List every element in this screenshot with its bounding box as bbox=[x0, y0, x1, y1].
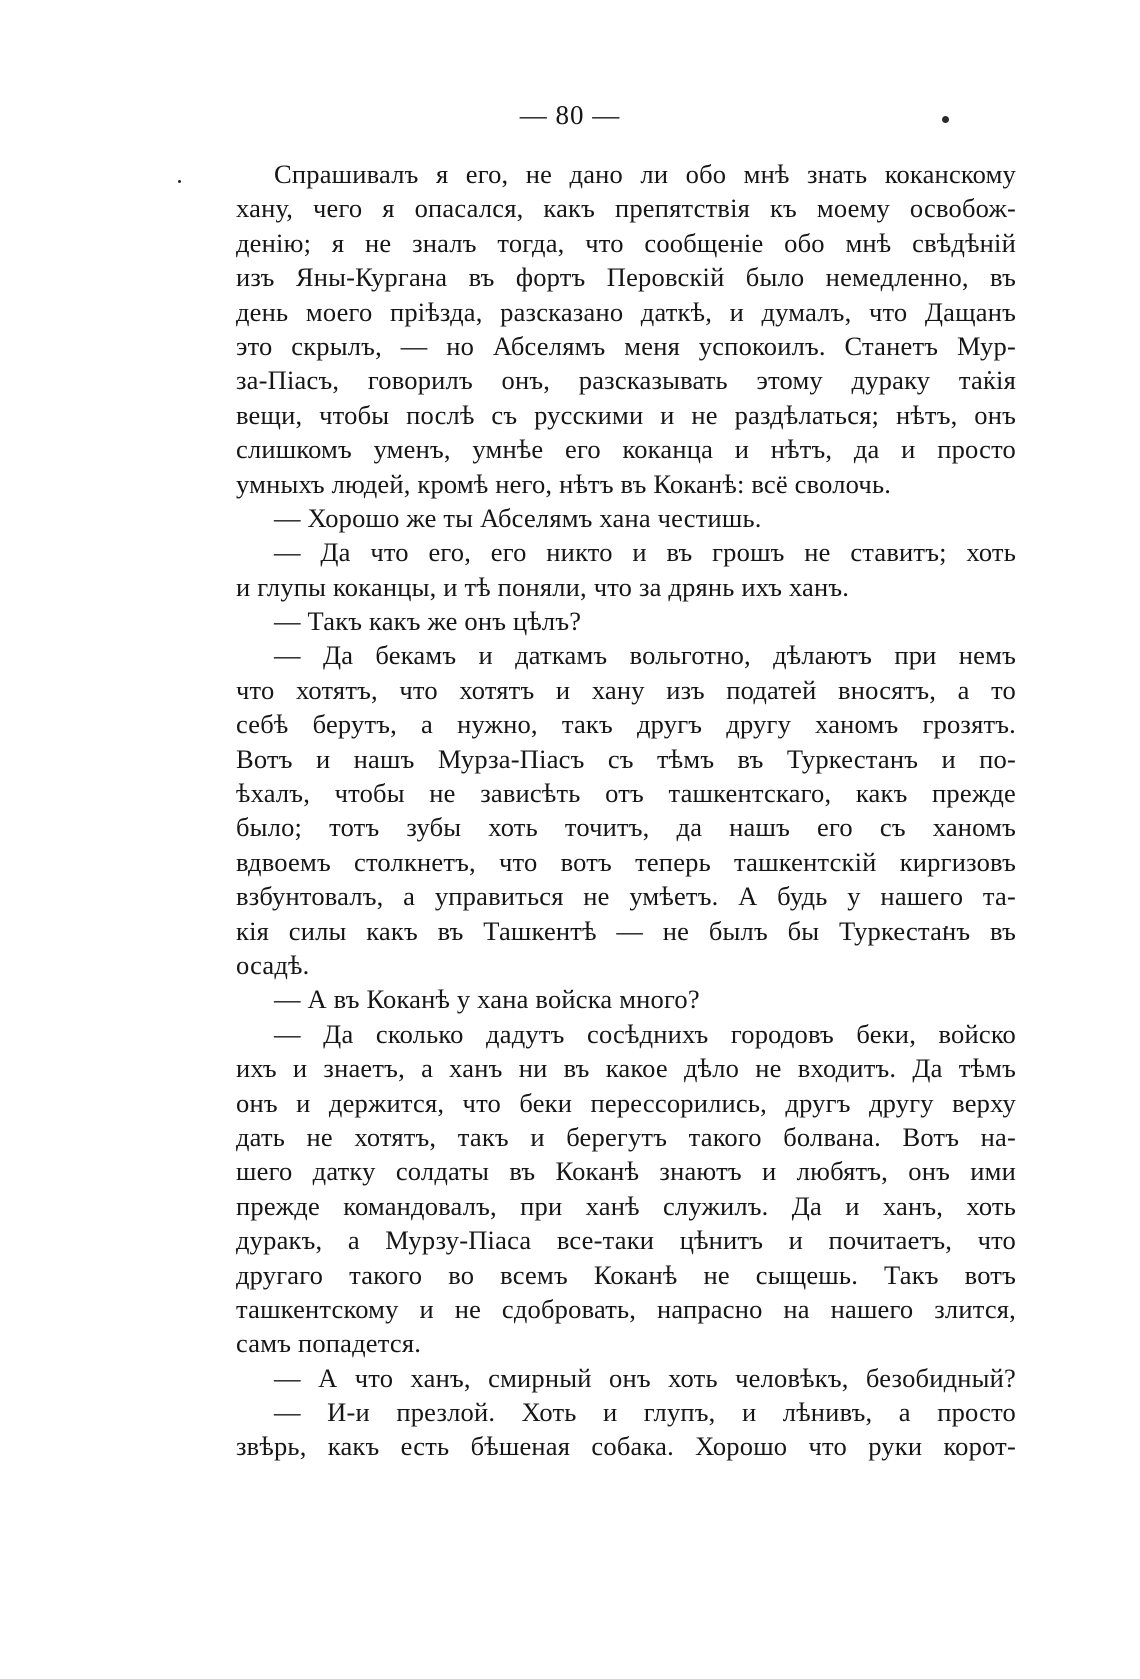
text-line: и глупы коканцы, и тѣ поняли, что за дрянь ихъ ханъ. bbox=[236, 571, 850, 602]
text-line: — Хорошо же ты Абселямъ хана честишь. bbox=[274, 502, 762, 533]
print-speck bbox=[178, 180, 181, 183]
text-line: кія силы какъ въ Ташкентѣ — не былъ бы Туркестанъ въ bbox=[236, 915, 1016, 946]
text-line: что хотятъ, что хотятъ и хану изъ податей вносятъ, а то bbox=[236, 674, 1016, 705]
text-line: себѣ берутъ, а нужно, такъ другъ другу ханомъ грозятъ. bbox=[236, 709, 1016, 740]
text-line: — А что ханъ, смирный онъ хоть человѣкъ, безобидный? bbox=[274, 1362, 1016, 1393]
text-line: ѣхалъ, чтобы не зависѣть отъ ташкентскаго, какъ прежде bbox=[236, 778, 1016, 809]
text-line: денію; я не зналъ тогда, что сообщеніе обо мнѣ свѣдѣній bbox=[236, 227, 1016, 258]
text-line: взбунтовалъ, а управиться не умѣетъ. А будь у нашего та- bbox=[236, 881, 1016, 912]
text-line: прежде командовалъ, при ханѣ служилъ. Да и ханъ, хоть bbox=[236, 1190, 1016, 1221]
text-line: — И-и презлой. Хоть и глупъ, и лѣнивъ, а просто bbox=[274, 1397, 1016, 1428]
text-line: за-Піасъ, говорилъ онъ, разсказывать этому дураку такія bbox=[236, 365, 1016, 396]
print-speck bbox=[942, 116, 949, 123]
text-line: — А въ Коканѣ у хана войска много? bbox=[274, 984, 700, 1015]
text-line: — Такъ какъ же онъ цѣлъ? bbox=[274, 606, 582, 637]
text-line: — Да бекамъ и даткамъ вольготно, дѣлаютъ при немъ bbox=[274, 640, 1016, 671]
text-line: ихъ и знаетъ, а ханъ ни въ какое дѣло не входитъ. Да тѣмъ bbox=[236, 1053, 1016, 1084]
text-line: самъ попадется. bbox=[236, 1328, 422, 1359]
text-line: Спрашивалъ я его, не дано ли обо мнѣ знать коканскому bbox=[274, 159, 1016, 189]
text-line: это скрылъ, — но Абселямъ меня успокоилъ. Станетъ Мур- bbox=[236, 330, 1016, 361]
text-line: изъ Яны-Кургана въ фортъ Перовскій было немедленно, въ bbox=[236, 262, 1016, 293]
text-line: ташкентскому и не сдобровать, напрасно на нашего злится, bbox=[236, 1293, 1016, 1324]
text-line: хану, чего я опасался, какъ препятствія къ моему освобож- bbox=[236, 193, 1016, 224]
text-line: осадѣ. bbox=[236, 949, 310, 980]
text-line: слишкомъ уменъ, умнѣе его коканца и нѣтъ, да и просто bbox=[236, 434, 1016, 465]
text-line: звѣрь, какъ есть бѣшеная собака. Хорошо что руки корот- bbox=[236, 1431, 1016, 1462]
text-line: вдвоемъ столкнетъ, что вотъ теперь ташкентскій киргизовъ bbox=[236, 846, 1016, 877]
text-line: день моего пріѣзда, разсказано даткѣ, и думалъ, что Дащанъ bbox=[236, 296, 1016, 327]
text-line: умныхъ людей, кромѣ него, нѣтъ въ Коканѣ: всё сволочь. bbox=[236, 468, 892, 499]
body-text bbox=[236, 157, 1016, 1464]
text-line: Вотъ и нашъ Мурза-Піасъ съ тѣмъ въ Туркестанъ и по- bbox=[236, 743, 1016, 774]
text-line: вещи, чтобы послѣ съ русскими и не раздѣлаться; нѣтъ, онъ bbox=[236, 399, 1016, 430]
text-line: дать не хотятъ, такъ и берегутъ такого болвана. Вотъ на- bbox=[236, 1121, 1016, 1152]
text-line: шего датку солдаты въ Коканѣ знаютъ и любятъ, онъ ими bbox=[236, 1156, 1016, 1187]
text-line: — Да сколько дадутъ сосѣднихъ городовъ беки, войско bbox=[274, 1018, 1016, 1049]
text-line: было; тотъ зубы хоть точитъ, да нашъ его съ ханомъ bbox=[236, 812, 1016, 843]
page-number: — 80 — bbox=[519, 100, 621, 130]
text-line: дуракъ, а Мурзу-Піаса все-таки цѣнитъ и почитаетъ, что bbox=[236, 1225, 1016, 1256]
text-line: онъ и держится, что беки перессорились, другъ другу верху bbox=[236, 1087, 1016, 1118]
text-line: — Да что его, его никто и въ грошъ не ставитъ; хоть bbox=[274, 537, 1016, 568]
text-line: другаго такого во всемъ Коканѣ не сыщешь. Такъ вотъ bbox=[236, 1259, 1016, 1290]
